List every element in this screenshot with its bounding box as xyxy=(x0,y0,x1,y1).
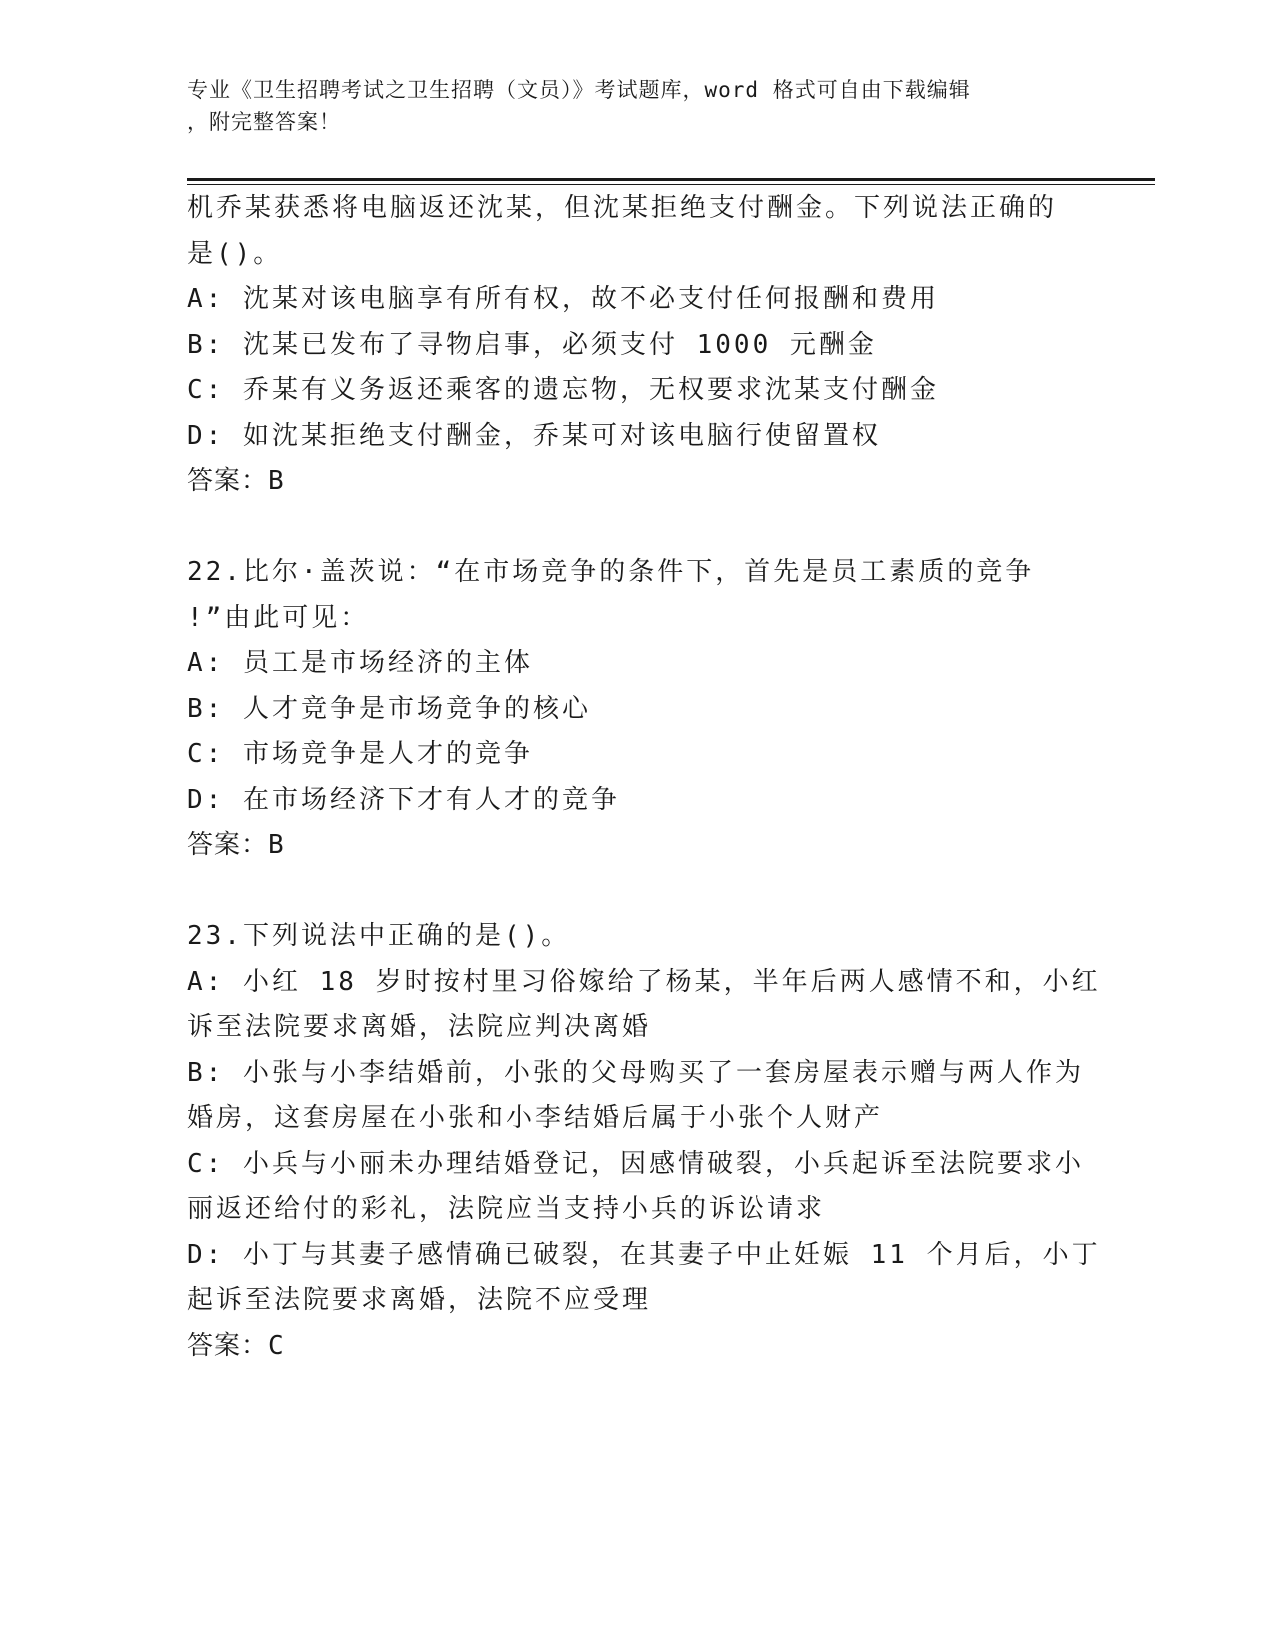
question-list xyxy=(187,186,1101,1369)
question-23-option-a-line-1: A: 小红 18 岁时按村里习俗嫁给了杨某，半年后两人感情不和，小红 xyxy=(187,966,1101,997)
document-header xyxy=(187,74,1067,138)
header-divider-thick xyxy=(187,178,1155,181)
question-22-stem-line-2: !”由此可见： xyxy=(187,602,370,633)
question-23-answer: 答案：C xyxy=(187,1330,285,1361)
question-21-option-b: B: 沈某已发布了寻物启事，必须支付 1000 元酬金 xyxy=(187,329,877,360)
question-21-option-a: A: 沈某对该电脑享有所有权，故不必支付任何报酬和费用 xyxy=(187,284,939,314)
question-22-option-a: A: 员工是市场经济的主体 xyxy=(187,648,533,678)
question-22-answer: 答案：B xyxy=(187,830,285,860)
header-line-2: ，附完整答案！ xyxy=(187,110,341,134)
header-line-1: 专业《卫生招聘考试之卫生招聘（文员）》考试题库，word 格式可自由下载编辑 xyxy=(187,78,971,102)
header-divider-thin xyxy=(187,184,1155,185)
question-23-option-b-line-1: B: 小张与小李结婚前，小张的父母购买了一套房屋表示赠与两人作为 xyxy=(187,1057,1084,1088)
question-21-stem-line-1: 机乔某获悉将电脑返还沈某，但沈某拒绝支付酬金。下列说法正确的 xyxy=(187,193,1058,223)
question-21-option-d: D: 如沈某拒绝支付酬金，乔某可对该电脑行使留置权 xyxy=(187,420,881,451)
question-22-option-b: B: 人才竞争是市场竞争的核心 xyxy=(187,693,591,724)
question-spacer xyxy=(187,869,1087,915)
question-23-stem-line-1: 23.下列说法中正确的是()。 xyxy=(187,921,571,951)
question-22-option-d: D: 在市场经济下才有人才的竞争 xyxy=(187,784,620,815)
question-23-option-d-line-2: 起诉至法院要求离婚，法院不应受理 xyxy=(187,1285,652,1315)
question-23-option-a-line-2: 诉至法院要求离婚，法院应判决离婚 xyxy=(187,1012,652,1042)
question-spacer xyxy=(187,505,1087,551)
question-23-option-c-line-2: 丽返还给付的彩礼，法院应当支持小兵的诉讼请求 xyxy=(187,1194,826,1224)
question-22-option-c: C: 市场竞争是人才的竞争 xyxy=(187,739,533,769)
question-21-option-c: C: 乔某有义务返还乘客的遗忘物，无权要求沈某支付酬金 xyxy=(187,375,939,405)
question-21-answer: 答案：B xyxy=(187,466,285,496)
question-23-option-c-line-1: C: 小兵与小丽未办理结婚登记，因感情破裂，小兵起诉至法院要求小 xyxy=(187,1148,1084,1179)
question-23-option-d-line-1: D: 小丁与其妻子感情确已破裂，在其妻子中止妊娠 11 个月后，小丁 xyxy=(187,1239,1101,1270)
question-22 xyxy=(187,550,1087,869)
question-23 xyxy=(187,914,1101,1369)
question-22-stem-line-1: 22.比尔·盖茨说：“在市场竞争的条件下，首先是员工素质的竞争 xyxy=(187,557,1035,587)
question-23-option-b-line-2: 婚房，这套房屋在小张和小李结婚后属于小张个人财产 xyxy=(187,1103,884,1133)
question-21 xyxy=(187,186,1087,505)
question-21-stem-line-2: 是()。 xyxy=(187,238,283,269)
